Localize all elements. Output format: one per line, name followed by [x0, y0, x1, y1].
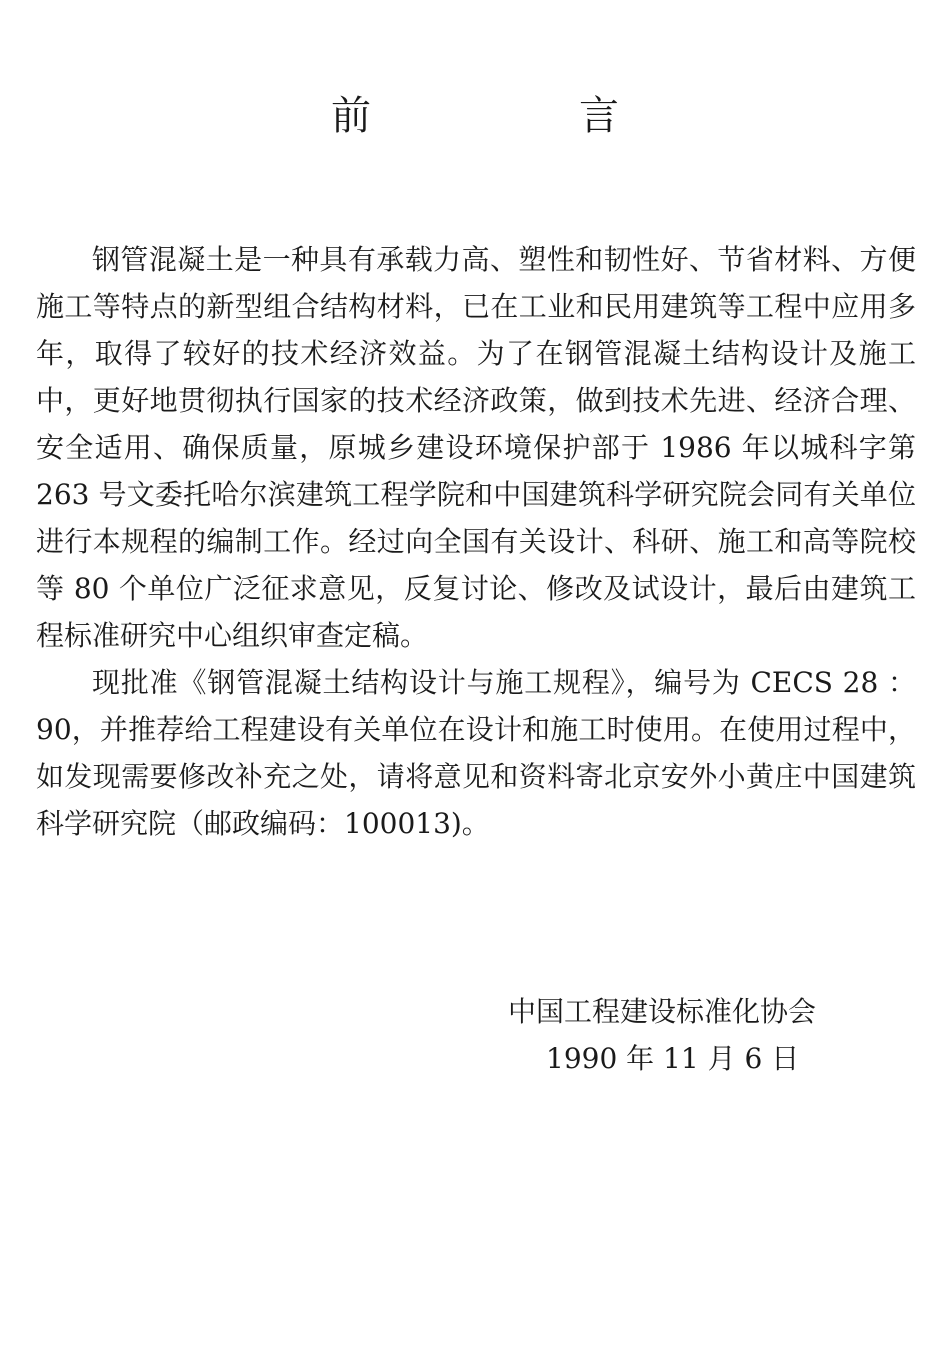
- signature-organization: 中国工程建设标准化协会: [508, 995, 817, 1028]
- signature-date: 1990 年 11 月 6 日: [546, 1042, 800, 1075]
- paragraph-1: 钢管混凝土是一种具有承载力高、塑性和韧性好、节省材料、方便施工等特点的新型组合结构材料，已在工业和民用建筑等工程中应用多年，取得了较好的技术经济效益。为了在钢管混凝土结构设计及施工中，更好地贯彻执行国家的技术经济政策，做到技术先进、经济合理、安全适用、确保质量，原城乡建设环境保护部于 1986 年以城科字第 263 号文委托哈尔滨建筑工程学院和中国建筑科学研究院会同有关单位进行本规程的编制工作。经过向全国有关设计、科研、施工和高等院校等 80 个单位广泛征求意见，反复讨论、修改及试设计，最后由建筑工程标准研究中心组织审查定稿。: [36, 243, 916, 652]
- body-text: [36, 236, 916, 847]
- paragraph-2: 现批准《钢管混凝土结构设计与施工规程》，编号为 CECS 28 ：90，并推荐给工程建设有关单位在设计和施工时使用。在使用过程中，如发现需要修改补充之处，请将意见和资料寄北京安外小黄庄中国建筑科学研究院（邮政编码：100013)。: [36, 666, 916, 840]
- page-title: 前 言: [331, 93, 703, 139]
- signature-block: [508, 988, 816, 1082]
